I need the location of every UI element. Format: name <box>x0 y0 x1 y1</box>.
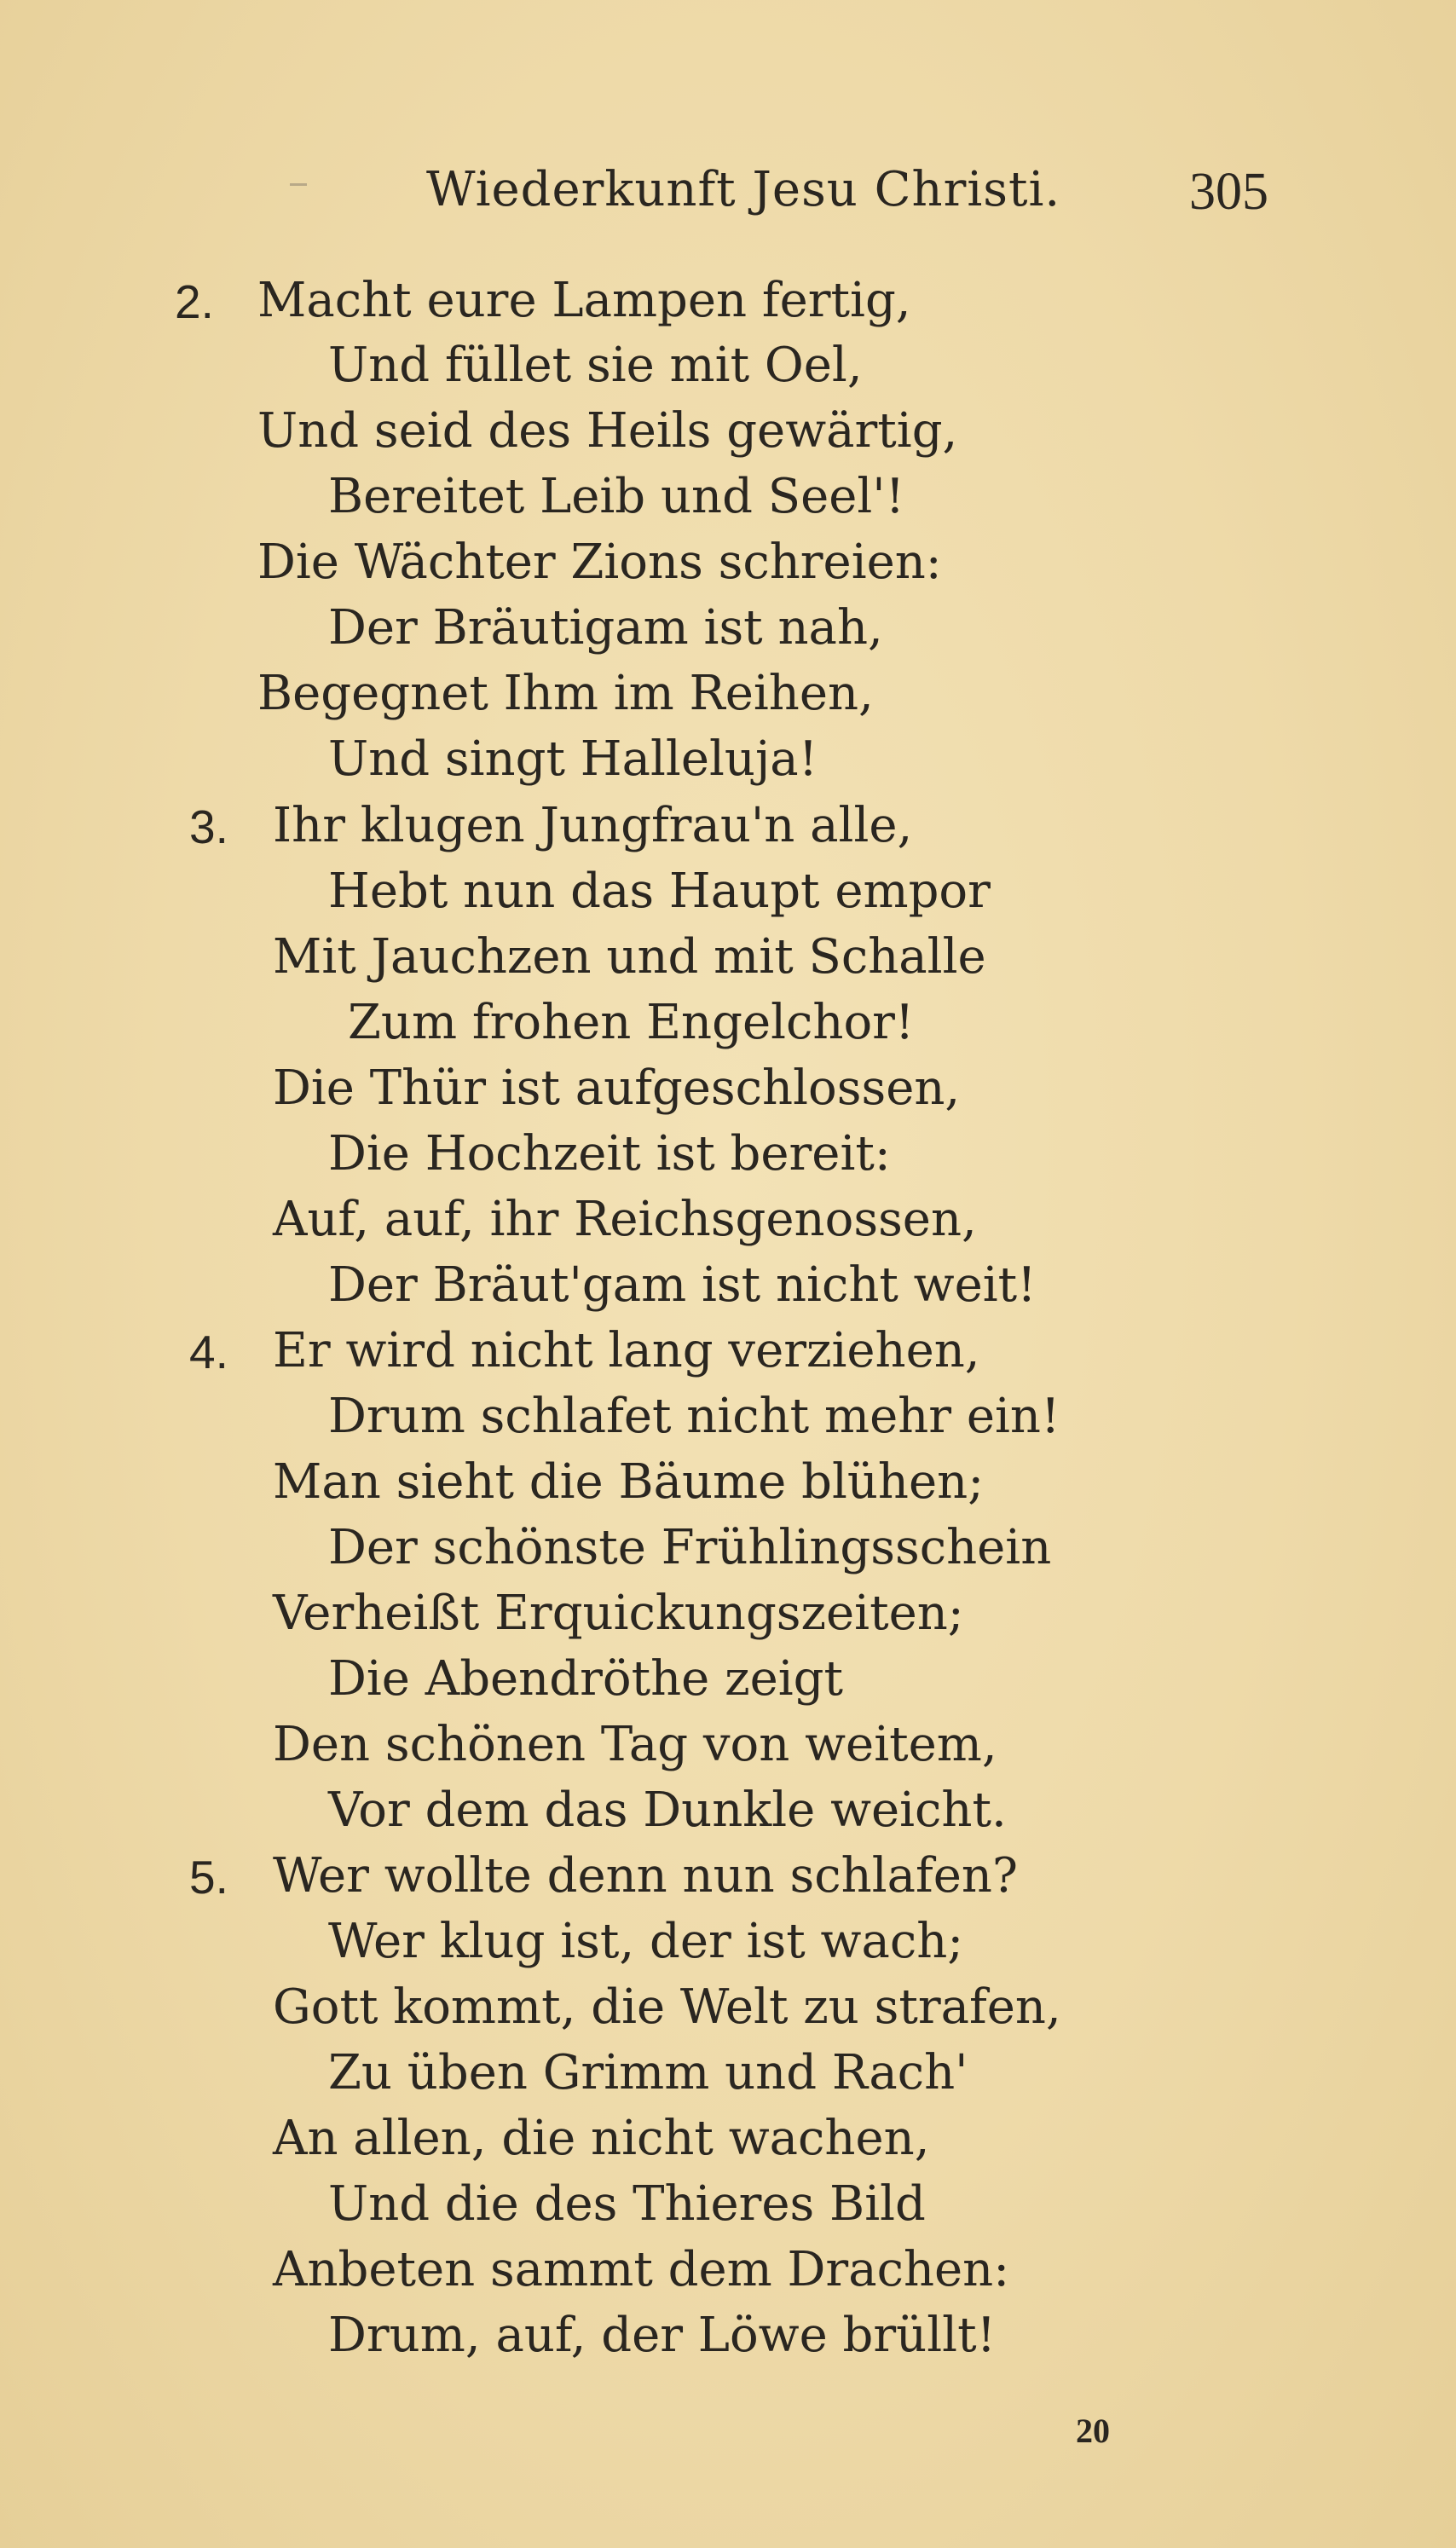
verse-line: Die Abendröthe zeigt <box>328 1651 843 1707</box>
verse-line: Drum schlafet nicht mehr ein! <box>328 1389 1060 1444</box>
running-header-title: Wiederkunft Jesu Christi. <box>426 162 1061 217</box>
verse-line: An allen, die nicht wachen, <box>273 2111 930 2166</box>
verse-line: Auf, auf, ihr Reichsgenossen, <box>273 1192 977 1247</box>
verse-line: Macht eure Lampen fertig, <box>257 273 911 328</box>
verse-line: Wer wollte denn nun schlafen? <box>273 1848 1018 1904</box>
verse-line: Und seid des Heils gewärtig, <box>257 403 958 459</box>
verse-line: Die Thür ist aufgeschlossen, <box>273 1060 961 1116</box>
verse-line: Verheißt Erquickungszeiten; <box>273 1586 964 1641</box>
verse-line: Und singt Halleluja! <box>328 731 818 787</box>
verse-line: Begegnet Ihm im Reihen, <box>257 666 874 721</box>
verse-line: Gott kommt, die Welt zu strafen, <box>273 1979 1061 2035</box>
verse-line: Hebt nun das Haupt empor <box>328 864 991 919</box>
verse-line: Bereitet Leib und Seel'! <box>328 469 905 524</box>
verse-line: Und die des Thieres Bild <box>328 2176 926 2232</box>
stanza-number: 2. <box>175 275 214 328</box>
verse-line: Die Wächter Zions schreien: <box>257 534 942 590</box>
margin-mark <box>290 183 307 186</box>
verse-line: Er wird nicht lang verziehen, <box>273 1323 980 1378</box>
verse-line: Und füllet sie mit Oel, <box>328 338 863 393</box>
verse-line: Man sieht die Bäume blühen; <box>273 1454 985 1510</box>
verse-line: Zum frohen Engelchor! <box>348 995 915 1050</box>
verse-line: Der schönste Frühlingsschein <box>328 1520 1052 1575</box>
verse-line: Der Bräut'gam ist nicht weit! <box>328 1257 1037 1313</box>
verse-line: Wer klug ist, der ist wach; <box>328 1914 964 1969</box>
stanza-number: 5. <box>189 1851 228 1904</box>
verse-line: Ihr klugen Jungfrau'n alle, <box>273 798 913 853</box>
verse-line: Vor dem das Dunkle weicht. <box>328 1782 1007 1838</box>
stanza-number: 3. <box>189 800 228 853</box>
verse-line: Die Hochzeit ist bereit: <box>328 1126 891 1182</box>
verse-line: Anbeten sammt dem Drachen: <box>273 2242 1010 2297</box>
verse-line: Der Bräutigam ist nah, <box>328 600 883 656</box>
signature-mark: 20 <box>1076 2412 1110 2450</box>
verse-line: Zu üben Grimm und Rach' <box>328 2045 968 2100</box>
verse-line: Drum, auf, der Löwe brüllt! <box>328 2308 997 2363</box>
verse-line: Mit Jauchzen und mit Schalle <box>273 929 986 985</box>
stanza-number: 4. <box>189 1326 228 1378</box>
verse-line: Den schönen Tag von weitem, <box>273 1717 997 1772</box>
page-number: 305 <box>1189 163 1268 221</box>
